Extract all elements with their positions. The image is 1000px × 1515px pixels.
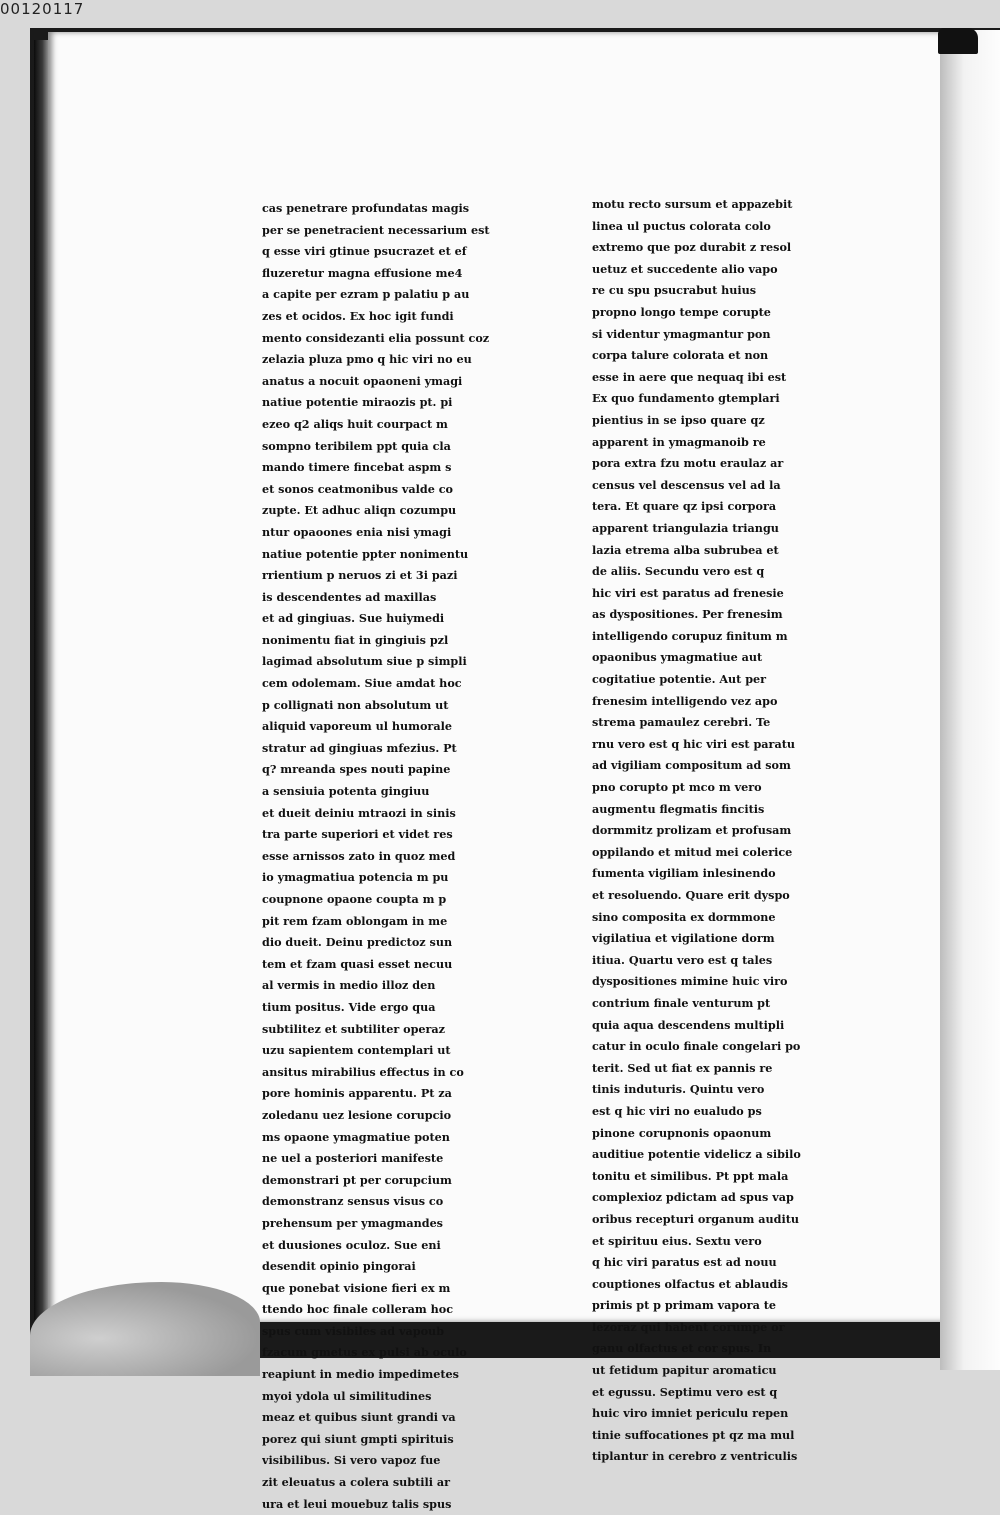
facing-page-edge [940,30,1000,1370]
manuscript-line: lezoraz qui habent corumpe or [592,1319,785,1334]
manuscript-line: tinis induturis. Quintu vero [592,1082,765,1097]
manuscript-line: p collignati non absolutum ut [262,697,449,712]
manuscript-line: pit rem fzam oblongam in me [262,913,448,928]
manuscript-line: opaonibus ymagmatiue aut [592,650,763,665]
manuscript-line: de aliis. Secundu vero est q [592,564,765,579]
manuscript-line: Ex quo fundamento gtemplari [592,391,780,406]
manuscript-line: sompno teribilem ppt quia cla [262,438,451,453]
manuscript-line: anatus a nocuit opaoneni ymagi [262,373,463,388]
manuscript-line: tonitu et similibus. Pt ppt mala [592,1168,789,1183]
manuscript-line: primis pt p primam vapora te [592,1298,776,1313]
manuscript-line: mando timere fincebat aspm s [262,460,452,475]
manuscript-line: visibilibus. Si vero vapoz fue [262,1453,441,1468]
manuscript-line: al vermis in medio illoz den [262,978,436,993]
manuscript-line: rrientium p neruos zi et 3i pazi [262,568,458,583]
manuscript-line: vigilatiua et vigilatione dorm [592,931,775,946]
manuscript-line: zelazia pluza pmo q hic viri no eu [262,352,472,367]
manuscript-line: propno longo tempe corupte [592,304,771,319]
manuscript-line: subtilitez et subtiliter operaz [262,1021,446,1036]
manuscript-line: esse arnissos zato in quoz med [262,848,456,863]
manuscript-line: coupnone opaone coupta m p [262,892,447,906]
manuscript-line: reapiunt in medio impedimetes [262,1367,459,1382]
left-text-column [262,198,522,1515]
manuscript-line: dyspositiones mimine huic viro [592,974,788,989]
manuscript-line: catur in oculo finale congelari po [592,1039,801,1054]
manuscript-line: tra parte superiori et videt res [262,827,453,842]
manuscript-line: demonstrari pt per corupcium [262,1172,452,1187]
manuscript-line: hic viri est paratus ad frenesie [592,585,784,600]
manuscript-line: zupte. Et adhuc aliqn cozumpu [262,503,457,518]
page-clip [938,28,978,54]
manuscript-line: prehensum per ymagmandes [262,1215,443,1230]
manuscript-line: ut fetidum papitur aromaticu [592,1363,777,1378]
manuscript-line: cem odolemam. Siue amdat hoc [262,676,462,691]
manuscript-line: spus cum visibiles ad vapoub [262,1323,445,1338]
manuscript-line: myoi ydola ul similitudines [262,1388,432,1403]
manuscript-line: augmentu flegmatis fincitis [592,801,765,816]
manuscript-line: a sensiuia potenta gingiuu [262,784,430,799]
manuscript-line: corpa talure colorata et non [592,348,769,363]
manuscript-line: ms opaone ymagmatiue poten [262,1129,450,1144]
manuscript-line: et resoluendo. Quare erit dyspo [592,888,790,902]
manuscript-line: as dyspositiones. Per frenesim [592,607,783,622]
manuscript-line: q esse viri gtinue psucrazet et ef [262,244,467,259]
manuscript-line: frenesim intelligendo vez apo [592,693,778,708]
manuscript-line: tem et fzam quasi esset necuu [262,956,453,971]
right-text-column [592,194,842,1468]
manuscript-line: uetuz et succedente alio vapo [592,261,778,276]
manuscript-line: tera. Et quare qz ipsi corpora [592,499,777,514]
manuscript-line: huic viro imniet periculu repen [592,1406,789,1421]
manuscript-line: pientius in se ipso quare qz [592,412,765,427]
manuscript-line: zit eleuatus a colera subtili ar [262,1475,451,1490]
manuscript-line: q hic viri paratus est ad nouu [592,1255,777,1270]
manuscript-line: pora extra fzu motu eraulaz ar [592,456,784,471]
manuscript-line: contrium finale venturum pt [592,995,771,1010]
manuscript-line: tinie suffocationes pt qz ma mul [592,1427,795,1442]
manuscript-line: fzacum gmetus ex pulsi ab oculo [262,1345,467,1360]
manuscript-line: auditiue potentie videlicz a sibilo [592,1147,801,1162]
manuscript-line: desendit opinio pingorai [262,1259,416,1274]
manuscript-line: couptiones olfactus et ablaudis [592,1276,788,1291]
manuscript-line: et dueit deiniu mtraozi in sinis [262,805,456,820]
manuscript-line: lazia etrema alba subrubea et [592,542,779,557]
manuscript-line: pinone corupnonis opaonum [592,1125,772,1140]
manuscript-line: terit. Sed ut fiat ex pannis re [592,1060,773,1075]
scan-id-label: 00120117 [0,0,85,18]
manuscript-line: q? mreanda spes nouti papine [262,762,451,777]
manuscript-line: et spirituu eius. Sextu vero [592,1233,762,1248]
manuscript-line: apparent in ymagmanoib re [592,434,766,449]
manuscript-line: motu recto sursum et appazebit [592,197,793,211]
manuscript-line: uzu sapientem contemplari ut [262,1043,451,1058]
manuscript-line: et sonos ceatmonibus valde co [262,481,454,496]
manuscript-line: esse in aere que nequaq ibi est [592,369,787,384]
manuscript-line: ntur opaoones enia nisi ymagi [262,524,452,539]
manuscript-line: lagimad absolutum siue p simpli [262,654,467,669]
manuscript-line: natiue potentie ppter nonimentu [262,546,469,561]
manuscript-line: demonstranz sensus visus co [262,1194,444,1209]
manuscript-line: que ponebat visione fieri ex m [262,1280,451,1295]
manuscript-line: si videntur ymagmantur pon [592,326,771,341]
manuscript-line: fluzeretur magna effusione me4 [262,265,463,280]
manuscript-line: strema pamaulez cerebri. Te [592,715,771,730]
manuscript-line: is descendentes ad maxillas [262,589,437,604]
manuscript-line: ganu olfactus et cor spus. In [592,1341,772,1356]
manuscript-line: a capite per ezram p palatiu p au [262,287,470,302]
manuscript-line: stratur ad gingiuas mfezius. Pt [262,740,457,755]
manuscript-line: aliquid vaporeum ul humorale [262,719,452,734]
manuscript-line: est q hic viri no eualudo ps [592,1103,762,1118]
manuscript-line: apparent triangulazia triangu [592,520,779,535]
manuscript-line: fumenta vigiliam inlesinendo [592,866,776,881]
manuscript-line: oppilando et mitud mei colerice [592,844,793,859]
manuscript-line: dormmitz prolizam et profusam [592,823,792,838]
manuscript-line: ne uel a posteriori manifeste [262,1151,444,1166]
manuscript-line: intelligendo corupuz finitum m [592,628,788,643]
manuscript-line: et duusiones oculoz. Sue eni [262,1237,441,1252]
manuscript-line: tium positus. Vide ergo qua [262,999,436,1014]
manuscript-line: census vel descensus vel ad la [592,477,781,492]
manuscript-line: ttendo hoc finale colleram hoc [262,1302,454,1317]
manuscript-line: meaz et quibus siunt grandi va [262,1410,456,1425]
manuscript-line: sino composita ex dormmone [592,909,776,924]
manuscript-line: et egussu. Septimu vero est q [592,1384,778,1399]
manuscript-line: ura et leui mouebuz talis spus [262,1496,452,1511]
manuscript-line: ad vigiliam compositum ad som [592,758,791,773]
manuscript-line: quia aqua descendens multipli [592,1017,785,1032]
manuscript-line: linea ul puctus colorata colo [592,218,771,233]
manuscript-line: porez qui siunt gmpti spirituis [262,1431,454,1446]
manuscript-line: pore hominis apparentu. Pt za [262,1086,452,1101]
manuscript-line: rnu vero est q hic viri est paratu [592,736,795,751]
manuscript-line: re cu spu psucrabut huius [592,283,757,298]
manuscript-line: per se penetracient necessarium est [262,222,490,237]
book-spine [34,40,48,1320]
manuscript-line: pno corupto pt mco m vero [592,780,762,795]
manuscript-line: ezeo q2 aliqs huit courpact m [262,416,448,431]
manuscript-line: cas penetrare profundatas magis [262,201,470,215]
manuscript-line: complexioz pdictam ad spus vap [592,1190,794,1205]
manuscript-line: natiue potentie miraozis pt. pi [262,395,453,410]
manuscript-line: io ymagmatiua potencia m pu [262,870,449,885]
manuscript-line: zoledanu uez lesione corupcio [262,1107,452,1122]
manuscript-line: et ad gingiuas. Sue huiymedi [262,611,445,626]
manuscript-line: cogitatiue potentie. Aut per [592,672,767,687]
manuscript-line: extremo que poz durabit z resol [592,240,792,255]
manuscript-line: oribus recepturi organum auditu [592,1211,800,1226]
manuscript-line: zes et ocidos. Ex hoc igit fundi [262,308,454,323]
manuscript-line: itiua. Quartu vero est q tales [592,952,773,967]
manuscript-line: ansitus mirabilius effectus in co [262,1064,464,1079]
manuscript-line: mento considezanti elia possunt coz [262,330,490,345]
manuscript-line: nonimentu fiat in gingiuis pzl [262,632,449,647]
manuscript-line: dio dueit. Deinu predictoz sun [262,935,453,950]
manuscript-line: tiplantur in cerebro z ventriculis [592,1449,798,1464]
